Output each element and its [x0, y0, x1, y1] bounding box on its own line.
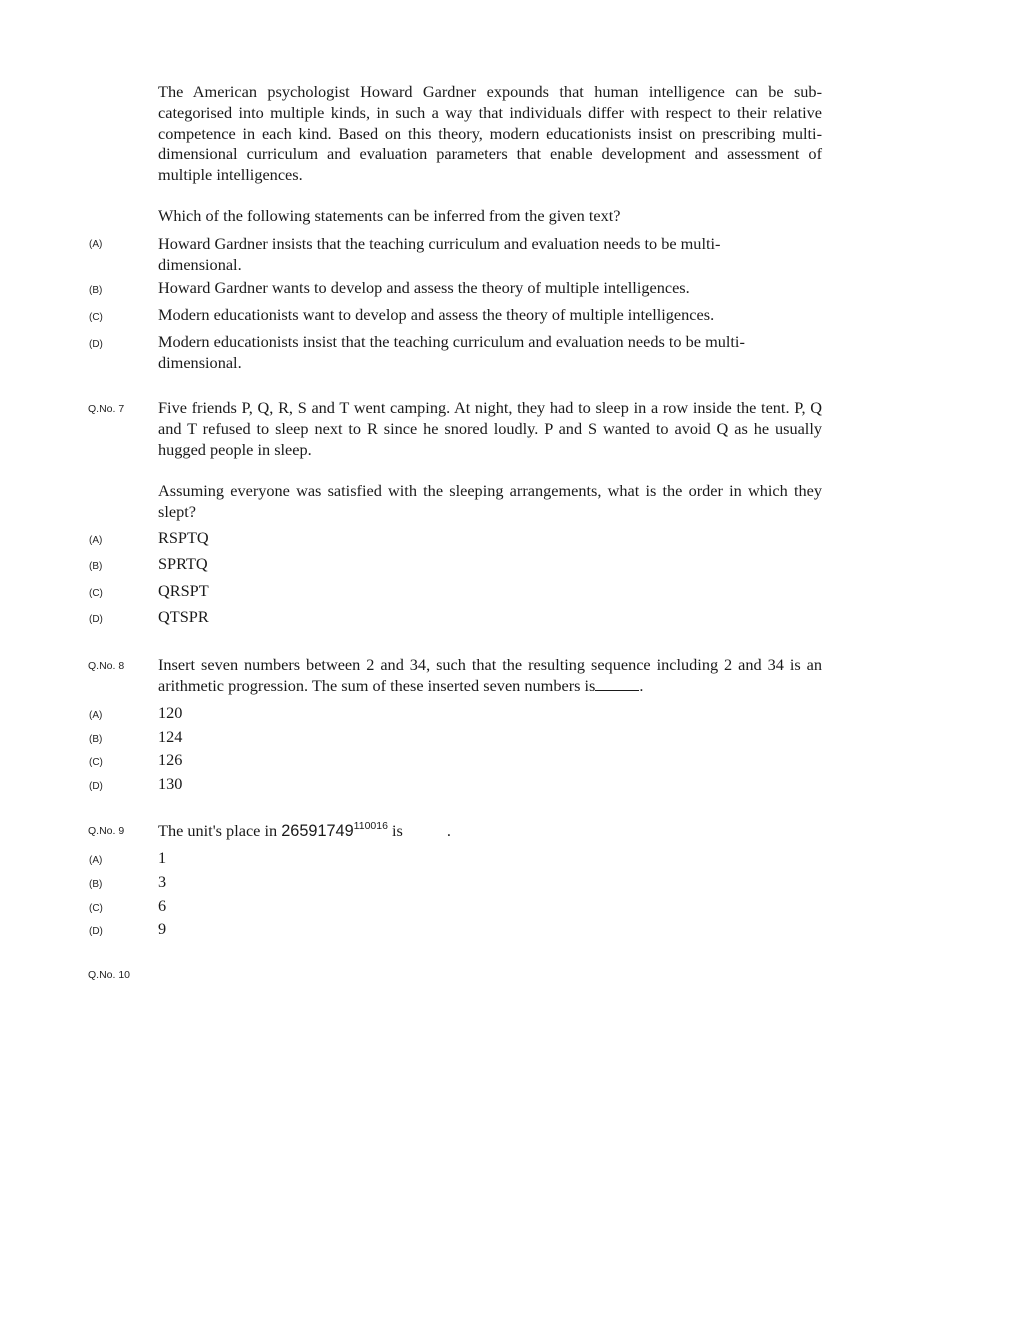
q9-question-end: .	[446, 821, 451, 840]
q7-option-d-label: (D)	[89, 614, 103, 625]
q8-option-b-text: 124	[158, 727, 183, 746]
q6-option-d-text: Modern educationists insist that the teaching curriculum and evaluation needs to be multi-dimensional.	[158, 332, 745, 372]
q8-number: Q.No. 8	[88, 660, 125, 672]
q7-option-d-text: QTSPR	[158, 607, 209, 626]
q8-question	[158, 655, 822, 697]
q7-number: Q.No. 7	[88, 403, 125, 415]
q9-option-b-text: 3	[158, 872, 167, 891]
q7-passage: Five friends P, Q, R, S and T went camping. At night, they had to sleep in a row inside the tent. P, Q and T refused to sleep next to R since he snored loudly. P and S wanted to avoid Q as he usually hugged people in sleep.	[158, 398, 822, 459]
q6-option-d-label: (D)	[89, 339, 103, 350]
q8-option-a-text: 120	[158, 703, 183, 722]
q7-option-c-label: (C)	[89, 588, 103, 599]
q8-question-text: Insert seven numbers between 2 and 34, such that the resulting sequence including 2 and 34 is an arithmetic progression. The sum of these inserted seven numbers is	[158, 655, 822, 695]
q9-option-c-text: 6	[158, 896, 167, 915]
q7-question: Assuming everyone was satisfied with the sleeping arrangements, what is the order in which they slept?	[158, 481, 822, 521]
q6-option-c-text: Modern educationists want to develop and assess the theory of multiple intelligences.	[158, 305, 715, 324]
q6-option-b-label: (B)	[89, 285, 103, 296]
q6-option-b-text: Howard Gardner wants to develop and assess the theory of multiple intelligences.	[158, 278, 690, 297]
q9-base-number: 26591749	[281, 822, 354, 840]
q9-option-b-label: (B)	[89, 879, 103, 890]
q8-question-end: .	[639, 675, 644, 695]
q6-option-a-label: (A)	[89, 239, 103, 250]
q6-option-c-label: (C)	[89, 312, 103, 323]
q8-option-a-label: (A)	[89, 710, 103, 721]
q9-number: Q.No. 9	[88, 825, 125, 837]
q10-number: Q.No. 10	[88, 969, 131, 981]
q8-option-d-label: (D)	[89, 781, 103, 792]
q7-option-a-label: (A)	[89, 535, 103, 546]
q9-option-d-label: (D)	[89, 926, 103, 937]
q8-option-c-text: 126	[158, 750, 183, 769]
q8-option-b-label: (B)	[89, 734, 103, 745]
q8-option-c-label: (C)	[89, 757, 103, 768]
q6-passage: The American psychologist Howard Gardner expounds that human intelligence can be sub-categorised into multiple kinds, in such a way that individuals differ with respect to their relative competence in each kind. Based on this theory, modern educationists insist on prescribing multi-dimensional curriculum and evaluation parameters that enable development and assessment of multiple intelligences.	[158, 82, 822, 185]
q9-question-suffix: is	[392, 821, 403, 840]
q6-option-a-text: Howard Gardner insists that the teaching curriculum and evaluation needs to be multi-dimensional.	[158, 234, 721, 274]
q7-option-c-text: QRSPT	[158, 581, 209, 600]
q9-question	[158, 821, 822, 844]
q9-option-c-label: (C)	[89, 903, 103, 914]
q8-answer-blank	[595, 676, 639, 691]
q7-option-b-label: (B)	[89, 561, 103, 572]
q9-option-a-text: 1	[158, 848, 167, 867]
q8-option-d-text: 130	[158, 774, 183, 793]
q7-option-a-text: RSPTQ	[158, 528, 209, 547]
q9-exponent: 110016	[353, 820, 388, 832]
q9-question-prefix: The unit's place in	[158, 821, 278, 840]
q9-option-d-text: 9	[158, 919, 167, 938]
q7-option-b-text: SPRTQ	[158, 554, 208, 573]
q6-question: Which of the following statements can be inferred from the given text?	[158, 206, 621, 225]
q9-option-a-label: (A)	[89, 855, 103, 866]
